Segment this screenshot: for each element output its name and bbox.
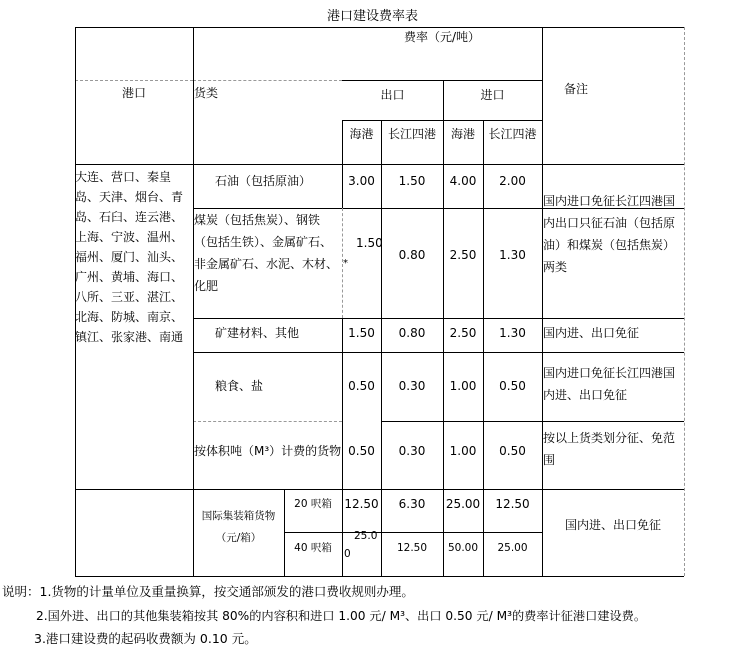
table-cell: 0.80 <box>398 248 426 262</box>
remarks-line: 内出口只征石油（包括原 <box>543 216 676 230</box>
ports-line: 镇江、张家港、南通 <box>75 330 184 344</box>
remarks-line: 围 <box>543 453 556 467</box>
ports-line: 八所、三亚、湛江、 <box>75 290 184 304</box>
header-yangtze-import: 长江四港 <box>488 127 537 141</box>
table-cell: 0.30 <box>398 379 426 393</box>
table-cell: 2.50 <box>449 248 477 262</box>
ports-line: 北海、防城、南京、 <box>75 310 184 324</box>
remarks-2: 国内进、出口免征 <box>543 326 640 340</box>
table-cell: 1.50 <box>398 174 426 188</box>
remarks-1 <box>543 190 675 278</box>
note-3: 3.港口建设费的起码收费额为 0.10 元。 <box>34 631 257 646</box>
grid-line <box>342 120 542 121</box>
table-cell: 3.00 <box>348 174 375 188</box>
grid-line <box>193 318 684 319</box>
table-cell: 1.30 <box>499 326 526 340</box>
remarks-4 <box>543 427 675 471</box>
asterisk-mark: * <box>343 258 348 269</box>
ports-list <box>75 167 183 347</box>
ports-line: 广州、黄埔、海口、 <box>75 270 184 284</box>
table-cell: 25.0 <box>354 530 378 542</box>
table-cell: 1.00 <box>449 379 477 393</box>
table-cell: 25.00 <box>445 497 481 511</box>
table-cell: 0.50 <box>499 379 526 393</box>
remarks-line: 两类 <box>543 260 568 274</box>
header-rate: 费率（元/吨） <box>403 30 481 44</box>
header-port: 港口 <box>121 86 146 100</box>
table-cell: 0.80 <box>398 326 426 340</box>
table-cell: 1.50 <box>356 236 383 250</box>
ports-line: 上海、宁波、温州、 <box>75 230 184 244</box>
container-20ft: 20 呎箱 <box>294 498 332 510</box>
grid-line <box>75 80 193 81</box>
table-row-goods: 按体积吨（M³）计费的货物 <box>194 444 342 458</box>
table-cell: 0.30 <box>398 444 426 458</box>
table-row-goods: 粮食、盐 <box>215 379 264 393</box>
table-cell: 12.50 <box>344 497 379 511</box>
container-label: 国际集装箱货物 <box>201 510 276 522</box>
note-1: 说明：1.货物的计量单位及重量换算，按交通部颁发的港口费收规则办理。 <box>2 584 414 599</box>
grid-line <box>75 576 684 577</box>
remarks-line: 油）和煤炭（包括焦炭） <box>543 238 676 252</box>
grid-line <box>684 27 685 576</box>
remarks-line: 按以上货类划分征、免范 <box>543 431 676 445</box>
table-cell: 1.50 <box>348 326 375 340</box>
header-sea-port-import: 海港 <box>450 127 475 141</box>
grid-line <box>75 164 684 165</box>
container-unit: （元/箱） <box>215 532 262 544</box>
table-cell: 25.00 <box>497 542 528 554</box>
header-remarks: 备注 <box>563 82 588 96</box>
table-cell: 50.00 <box>447 542 479 554</box>
ports-line: 大连、营口、秦皇 <box>75 170 172 184</box>
table-cell: 12.50 <box>396 542 428 554</box>
container-remarks: 国内进、出口免征 <box>564 518 661 532</box>
table-row-goods: 石油（包括原油） <box>215 174 312 188</box>
table-title: 港口建设费率表 <box>326 9 418 24</box>
remarks-line: 国内进口免征长江四港国 <box>543 366 676 380</box>
grid-line <box>75 489 684 490</box>
table-row-goods-line: 化肥 <box>194 279 219 293</box>
table-cell: 0.50 <box>499 444 526 458</box>
table-cell: 0.50 <box>348 379 375 393</box>
grid-line <box>542 27 543 576</box>
remarks-line: 内进、出口免征 <box>543 388 628 402</box>
grid-line <box>381 421 684 422</box>
table-cell: 1.30 <box>499 248 526 262</box>
table-row-goods: 矿建材料、其他 <box>215 326 300 340</box>
table-cell: 2.50 <box>449 326 477 340</box>
table-cell: 6.30 <box>398 497 426 511</box>
table-cell: 0 <box>344 548 351 560</box>
header-goods: 货类 <box>194 86 219 100</box>
table-row-goods-line: 非金属矿石、水泥、木材、 <box>194 257 339 271</box>
header-import: 进口 <box>480 88 505 102</box>
container-40ft: 40 呎箱 <box>294 542 332 554</box>
grid-line <box>342 80 542 81</box>
table-cell: 2.00 <box>499 174 526 188</box>
ports-line: 岛、石臼、连云港、 <box>75 210 184 224</box>
ports-line: 福州、厦门、汕头、 <box>75 250 184 264</box>
header-yangtze-export: 长江四港 <box>387 127 436 141</box>
ports-line: 岛、天津、烟台、青 <box>75 190 184 204</box>
remarks-line: 国内进口免征长江四港国 <box>543 194 676 208</box>
grid-line <box>193 421 342 422</box>
table-row-goods-line: （包括生铁）、金属矿石、 <box>194 235 333 249</box>
table-cell: 4.00 <box>449 174 477 188</box>
header-export: 出口 <box>380 88 405 102</box>
grid-line <box>193 352 684 353</box>
table-row-goods-line: 煤炭（包括焦炭）、钢铁 <box>194 213 321 227</box>
note-2: 2.国外进、出口的其他集装箱按其 80%的内容积和进口 1.00 元/ M³、出口 0.50 元/ M³的费率计征港口建设费。 <box>36 609 647 623</box>
grid-line <box>193 80 342 81</box>
grid-line <box>284 532 542 533</box>
table-cell: 12.50 <box>495 497 530 511</box>
remarks-3 <box>543 362 675 406</box>
table-cell: 1.00 <box>449 444 477 458</box>
table-cell: 0.50 <box>348 444 375 458</box>
header-sea-port-export: 海港 <box>349 127 374 141</box>
